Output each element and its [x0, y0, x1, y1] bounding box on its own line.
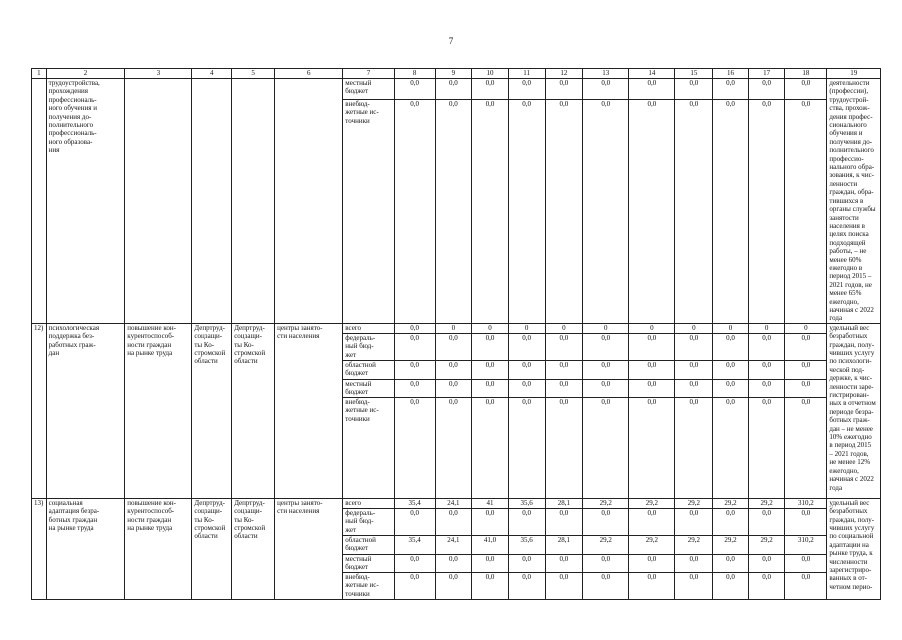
funding-value: 0,0	[394, 554, 435, 572]
funding-value: 0,0	[508, 379, 545, 397]
target-indicator: удельный вес безработных граждан, полу- чивших услугу по психологи- ческой под- держке, к чис- ленности заре- гистрирован- ных в отчетном периоде безра- ботных граж- дан – не менее 10% ежегодно в период 2015 – 2021 годов, не менее 12% ежегодно, начиная с 2022 года	[827, 323, 881, 498]
funding-value: 0,0	[583, 379, 629, 397]
funding-value: 0,0	[508, 508, 545, 535]
funding-value: 0,0	[394, 100, 435, 324]
funding-value: 0	[713, 323, 749, 333]
funding-value: 29,2	[713, 498, 749, 508]
funding-value: 0,0	[435, 333, 472, 360]
funding-value: 29,2	[583, 498, 629, 508]
funding-value: 0,0	[748, 379, 785, 397]
funding-value: 0,0	[629, 379, 675, 397]
funding-value: 29,2	[675, 535, 713, 554]
funding-value: 0,0	[713, 360, 749, 379]
funding-value: 29,2	[748, 498, 785, 508]
column-number: 10	[472, 69, 509, 79]
item-participant: центры занято- сти населения	[275, 498, 343, 599]
column-number: 8	[394, 69, 435, 79]
funding-value: 0,0	[675, 397, 713, 498]
column-number: 6	[275, 69, 343, 79]
funding-value: 0,0	[435, 360, 472, 379]
funding-value: 0,0	[394, 79, 435, 100]
funding-value: 0,0	[508, 572, 545, 599]
funding-value: 0,0	[713, 333, 749, 360]
table-row	[32, 323, 881, 333]
funding-value: 0,0	[472, 508, 509, 535]
funding-value: 41,0	[472, 535, 509, 554]
funding-value: 0,0	[675, 554, 713, 572]
funding-source: внебюд- жетные ис- точники	[343, 100, 394, 324]
funding-value: 0,0	[748, 508, 785, 535]
item-participant	[275, 79, 343, 324]
funding-value: 0,0	[394, 323, 435, 333]
funding-value: 0,0	[713, 100, 749, 324]
funding-value: 0,0	[713, 572, 749, 599]
funding-value: 0,0	[472, 397, 509, 498]
funding-value: 0,0	[748, 554, 785, 572]
funding-source: внебюд- жетные ис- точники	[343, 572, 394, 599]
funding-value: 24,1	[435, 498, 472, 508]
funding-value: 0,0	[785, 100, 827, 324]
funding-value: 0,0	[583, 79, 629, 100]
funding-value: 0,0	[583, 100, 629, 324]
funding-value: 0,0	[508, 79, 545, 100]
funding-value: 24,1	[435, 535, 472, 554]
column-number: 3	[125, 69, 192, 79]
column-number-row	[32, 69, 881, 79]
funding-value: 0,0	[785, 572, 827, 599]
item-goal: повышение кон- курентоспособ- ности граждан на рынке труда	[125, 498, 192, 599]
funding-value: 0,0	[435, 379, 472, 397]
funding-value: 0,0	[472, 333, 509, 360]
funding-value: 0,0	[583, 554, 629, 572]
funding-value: 0,0	[394, 360, 435, 379]
funding-value: 310,2	[785, 535, 827, 554]
funding-value: 0,0	[545, 508, 583, 535]
column-number: 16	[713, 69, 749, 79]
funding-value: 0,0	[748, 572, 785, 599]
funding-value: 0,0	[508, 333, 545, 360]
funding-value: 0	[785, 323, 827, 333]
target-indicator: деятельности (профессии), трудоустрой- ства, прохож- дения профес- сионального обучения и получения до- полнительного профессио- нального обра- зования, к чис- ленности граждан, обра- тившихся в органы службы занятости населения в целях поиска подходящей работы, – не менее 60% ежегодно в период 2015 – 2021 годов, не менее 65% ежегодно, начиная с 2022 года	[827, 79, 881, 324]
funding-value: 0,0	[394, 397, 435, 498]
funding-value: 0,0	[472, 360, 509, 379]
funding-value: 0,0	[785, 397, 827, 498]
funding-value: 0,0	[508, 397, 545, 498]
page-number: 7	[448, 36, 454, 46]
funding-value: 0,0	[435, 397, 472, 498]
funding-source: всего	[343, 498, 394, 508]
funding-value: 0,0	[629, 100, 675, 324]
funding-value: 28,1	[545, 498, 583, 508]
funding-value: 0,0	[472, 100, 509, 324]
target-indicator: удельный вес безработных граждан, полу- чивших услугу по социальной адаптации на рынке труда, к численности зарегистриро- ванных в от- четном перио-	[827, 498, 881, 599]
item-executor: Депртруд- соцзащи- ты Ко- стромской области	[232, 498, 275, 599]
funding-value: 0,0	[629, 508, 675, 535]
column-number: 17	[748, 69, 785, 79]
funding-source: внебюд- жетные ис- точники	[343, 397, 394, 498]
funding-value: 0,0	[508, 360, 545, 379]
funding-value: 0,0	[394, 508, 435, 535]
funding-value: 35,4	[394, 535, 435, 554]
funding-value: 0,0	[675, 508, 713, 535]
funding-value: 0,0	[583, 333, 629, 360]
funding-value: 0,0	[472, 379, 509, 397]
item-customer: Депртруд- соцзащи- ты Ко- стромской области	[192, 323, 232, 498]
item-executor: Депртруд- соцзащи- ты Ко- стромской области	[232, 323, 275, 498]
funding-value: 0	[629, 323, 675, 333]
funding-value: 0,0	[435, 79, 472, 100]
funding-source: федераль- ный бюд- жет	[343, 333, 394, 360]
funding-value: 0,0	[435, 572, 472, 599]
funding-value: 0,0	[713, 379, 749, 397]
funding-source: областной бюджет	[343, 535, 394, 554]
column-number: 1	[32, 69, 47, 79]
item-goal: повышение кон- курентоспособ- ности граждан на рынке труда	[125, 323, 192, 498]
funding-value: 41	[472, 498, 509, 508]
column-number: 5	[232, 69, 275, 79]
funding-value: 0,0	[472, 79, 509, 100]
funding-value: 0,0	[472, 572, 509, 599]
funding-value: 29,2	[629, 535, 675, 554]
column-number: 14	[629, 69, 675, 79]
funding-value: 0	[583, 323, 629, 333]
funding-value: 0,0	[748, 360, 785, 379]
column-number: 4	[192, 69, 232, 79]
funding-value: 0,0	[629, 572, 675, 599]
funding-source: областной бюджет	[343, 360, 394, 379]
funding-value: 0	[545, 323, 583, 333]
item-executor	[232, 79, 275, 324]
funding-value: 0,0	[629, 554, 675, 572]
funding-value: 0,0	[675, 100, 713, 324]
funding-value: 0,0	[583, 572, 629, 599]
row-number	[32, 79, 47, 324]
item-goal	[125, 79, 192, 324]
funding-value: 0,0	[675, 360, 713, 379]
funding-value: 29,2	[675, 498, 713, 508]
column-number: 12	[545, 69, 583, 79]
funding-value: 0,0	[785, 79, 827, 100]
funding-value: 0,0	[435, 100, 472, 324]
funding-value: 0,0	[545, 554, 583, 572]
column-number: 9	[435, 69, 472, 79]
funding-value: 0	[508, 323, 545, 333]
funding-value: 0,0	[545, 100, 583, 324]
funding-value: 0,0	[508, 100, 545, 324]
column-number: 19	[827, 69, 881, 79]
funding-value: 0,0	[435, 508, 472, 535]
funding-value: 0	[748, 323, 785, 333]
funding-source: федераль- ный бюд- жет	[343, 508, 394, 535]
funding-value: 0,0	[713, 508, 749, 535]
funding-value: 310,2	[785, 498, 827, 508]
column-number: 15	[675, 69, 713, 79]
column-number: 7	[343, 69, 394, 79]
item-name: трудоустройства, прохождения профессиональ- ного обучения и получения до- полнительного профессиональ- ного образова- ния	[46, 79, 125, 324]
funding-value: 0,0	[629, 360, 675, 379]
funding-value: 0,0	[394, 333, 435, 360]
column-number: 2	[46, 69, 125, 79]
funding-value: 0,0	[675, 572, 713, 599]
funding-value: 0,0	[675, 79, 713, 100]
funding-value: 0	[435, 323, 472, 333]
funding-value: 0,0	[785, 360, 827, 379]
funding-value: 0,0	[713, 554, 749, 572]
item-customer	[192, 79, 232, 324]
funding-value: 35,6	[508, 535, 545, 554]
funding-value: 0,0	[472, 554, 509, 572]
funding-value: 0,0	[394, 572, 435, 599]
funding-value: 0,0	[675, 379, 713, 397]
funding-value: 0,0	[583, 360, 629, 379]
funding-value: 0,0	[508, 554, 545, 572]
funding-source: местный бюджет	[343, 554, 394, 572]
funding-source: местный бюджет	[343, 79, 394, 100]
funding-value: 0,0	[545, 360, 583, 379]
funding-source: всего	[343, 323, 394, 333]
funding-value: 0,0	[545, 333, 583, 360]
funding-value: 0,0	[394, 379, 435, 397]
program-table	[31, 68, 881, 600]
funding-value: 29,2	[583, 535, 629, 554]
row-number: 13)	[32, 498, 47, 599]
funding-value: 0,0	[713, 397, 749, 498]
item-name: психологическая поддержка без- работных граж- дан	[46, 323, 125, 498]
funding-value: 0,0	[748, 397, 785, 498]
funding-value: 35,4	[394, 498, 435, 508]
row-number: 12)	[32, 323, 47, 498]
funding-value: 29,2	[629, 498, 675, 508]
funding-value: 0,0	[629, 397, 675, 498]
item-customer: Депртруд- соцзащи- ты Ко- стромской области	[192, 498, 232, 599]
funding-value: 0,0	[713, 79, 749, 100]
funding-value: 0,0	[629, 333, 675, 360]
funding-value: 0,0	[785, 508, 827, 535]
item-name: социальная адаптация безра- ботных граждан на рынке труда	[46, 498, 125, 599]
funding-value: 0	[472, 323, 509, 333]
column-number: 18	[785, 69, 827, 79]
table-row	[32, 498, 881, 508]
funding-value: 0,0	[675, 333, 713, 360]
table-row	[32, 79, 881, 100]
funding-value: 29,2	[713, 535, 749, 554]
funding-value: 0,0	[545, 79, 583, 100]
funding-value: 0,0	[583, 508, 629, 535]
funding-value: 0,0	[435, 554, 472, 572]
funding-value: 29,2	[748, 535, 785, 554]
funding-value: 0,0	[629, 79, 675, 100]
column-number: 13	[583, 69, 629, 79]
funding-value: 0,0	[785, 554, 827, 572]
item-participant: центры занято- сти населения	[275, 323, 343, 498]
funding-value: 0,0	[785, 333, 827, 360]
funding-value: 0,0	[785, 379, 827, 397]
funding-value: 0,0	[748, 100, 785, 324]
funding-value: 0,0	[545, 572, 583, 599]
funding-value: 0,0	[748, 79, 785, 100]
funding-value: 0,0	[583, 397, 629, 498]
funding-value: 35,6	[508, 498, 545, 508]
funding-source: местный бюджет	[343, 379, 394, 397]
funding-value: 0	[675, 323, 713, 333]
column-number: 11	[508, 69, 545, 79]
funding-value: 0,0	[545, 379, 583, 397]
funding-value: 28,1	[545, 535, 583, 554]
funding-value: 0,0	[545, 397, 583, 498]
funding-value: 0,0	[748, 333, 785, 360]
